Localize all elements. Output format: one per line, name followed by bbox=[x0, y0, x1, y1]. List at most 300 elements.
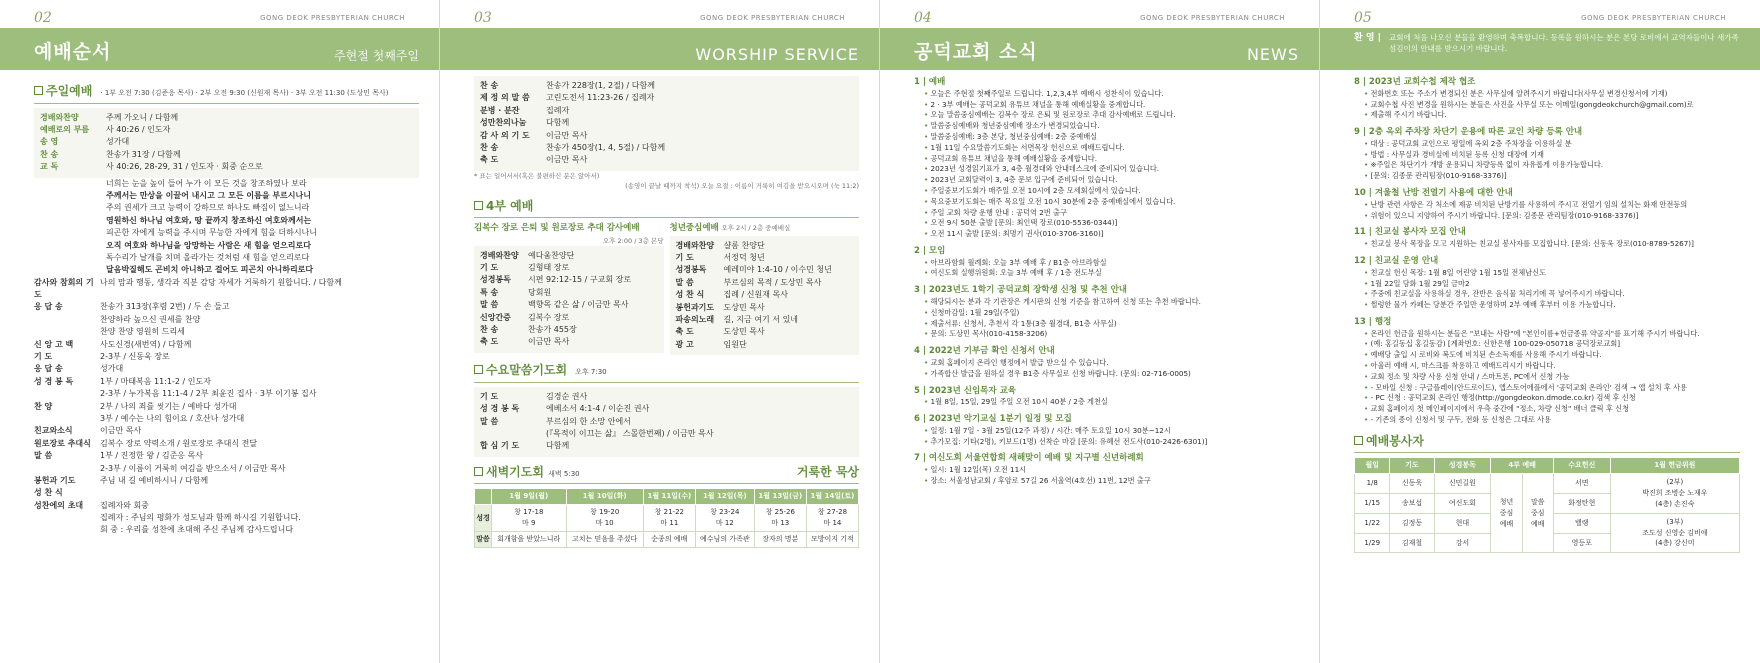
order-label bbox=[34, 463, 100, 475]
order-value: 집례자 bbox=[546, 105, 570, 115]
order-value: 주께 가오니 / 다함께 bbox=[106, 112, 179, 122]
order-row bbox=[480, 440, 853, 452]
order-label: 성 찬 식 bbox=[34, 488, 63, 498]
order-value: (『목적이 이끄는 삶』 스몰한번째) / 이금만 목사 bbox=[546, 428, 714, 438]
order-row bbox=[676, 314, 854, 326]
order-label: 기 도 bbox=[675, 253, 694, 263]
order-value: 서정덕 청년 bbox=[723, 253, 765, 263]
order-row bbox=[480, 250, 658, 262]
order-label: 찬 송 bbox=[480, 325, 499, 335]
news-item bbox=[914, 76, 1299, 240]
news-item bbox=[914, 345, 1299, 379]
dawn-bible-cell: 창 21-22 마 11 bbox=[643, 505, 695, 532]
order-row bbox=[480, 336, 658, 348]
service-order-list bbox=[34, 108, 419, 178]
news-title: 7 | 여신도회 서울연합회 새해맞이 예배 및 지구별 신년하례회 bbox=[914, 453, 1144, 464]
order-value: 다함께 bbox=[546, 118, 570, 128]
order-value: 찬송가 228장(1, 2절) / 다함께 bbox=[546, 81, 655, 90]
news-line: • 말씀중심예배와 청년중심예배 장소가 변경되었습니다. bbox=[914, 121, 1299, 132]
news-line: • (예: 홍길동십 홍길동감) [계좌번호: 신한은행 100-029-050718 공덕장로교회] bbox=[1354, 339, 1740, 350]
dawn-bible-cell: 창 23-24 마 12 bbox=[695, 505, 754, 532]
news-line: • 여신도회 실행위원회: 오늘 3부 예배 후 / 1층 전도부실 bbox=[914, 268, 1299, 279]
order-value: 성가대 bbox=[106, 137, 130, 147]
order-value: 1부 / 마태복음 11:1-2 / 인도자 bbox=[100, 376, 211, 386]
order-value: 김복수 장로 bbox=[528, 312, 570, 322]
dawn-bible-cell: 창 19-20 마 10 bbox=[566, 505, 643, 532]
order-row bbox=[676, 240, 854, 252]
news-line: • 교회 홈페이지 첫 메인페이지에서 우측 중간에 "정소, 차량 신청" 배너 클릭 후 신청 bbox=[1354, 404, 1740, 415]
page-05 bbox=[1320, 0, 1760, 663]
order-label: 말 씀 bbox=[34, 451, 53, 461]
verse-of-day: (송영이 끝날 때까지 착석) 오늘 요절 : 이름이 거룩히 여김을 받으시오며 (눅 11:2) bbox=[625, 181, 859, 190]
order-label: 응 답 송 bbox=[34, 364, 63, 374]
servers-table bbox=[1354, 457, 1740, 553]
order-row bbox=[34, 388, 419, 400]
order-label: 신 앙 고 백 bbox=[34, 339, 74, 349]
servers-offering-cell: (2부) 박진희 조병순 노재우 (4층) 손진숙 bbox=[1610, 474, 1739, 514]
order-row bbox=[34, 438, 419, 450]
order-value: 찬송가 450장(1, 4, 5절) / 다함께 bbox=[546, 142, 666, 152]
order-label: 예배로의 부름 bbox=[40, 124, 90, 134]
dawn-prayer-table: 1월 9일(월) 1월 10일(화) 1월 11일(수) 1월 12일(목) 1월 13일(금) 1월 14일(토) 성경 창 17-18 마 9 창 19-20 마 10 창 21-22 마 11 창 23-24 마 12 창 25-26 마 13 창 27-28 마 14 말씀 회개함을 받았느니라 고치는 믿음을 주셨다 순종의 예배 예수님의 가족관 장자의 명분 모방이지 기적 bbox=[474, 488, 859, 547]
order-value: 길, 지금 여기 서 있네 bbox=[723, 314, 799, 324]
news-line: • ※주일은 차단기가 개방 운용되니 차량등록 없이 자유롭게 이용가능합니다. bbox=[1354, 160, 1740, 171]
order-label bbox=[34, 524, 100, 536]
reading-line: 달음박질해도 곤비치 아니하고 걸어도 피곤치 아니하리로다 bbox=[106, 265, 314, 275]
order-value: 김경순 권사 bbox=[546, 391, 588, 401]
order-label: 찬 송 bbox=[480, 142, 499, 152]
section-header-dawn-prayer: 새벽기도회 새벽 5:30 거룩한 묵상 bbox=[474, 463, 859, 485]
order-label bbox=[34, 413, 100, 425]
order-value: 김복수 장로 약력소개 / 원로장로 추대식 전달 bbox=[100, 438, 258, 448]
order-label: 감사와 참회의 기도 bbox=[34, 277, 94, 300]
order-value: 사도신경(새번역) / 다함께 bbox=[100, 339, 192, 349]
order-row bbox=[34, 339, 419, 351]
servers-header: 월일 bbox=[1355, 458, 1390, 474]
order-row bbox=[480, 142, 853, 154]
order-value: 나의 맘과 행동, 생각과 직분 감당 자세가 거룩하기 원합니다. / 다함께 bbox=[100, 277, 342, 287]
news-line: • 오늘 말씀중심예배는 김복수 장로 은퇴 및 원로장로 추대 감사예배로 드립니다. bbox=[914, 110, 1299, 121]
dawn-message-cell: 회개함을 받았느니라 bbox=[491, 531, 566, 547]
news-title: 12 | 친교실 운영 안내 bbox=[1354, 255, 1439, 266]
dawn-day-header: 1월 13일(금) bbox=[754, 489, 806, 505]
servers-header: 수요헌신 bbox=[1553, 458, 1610, 474]
order-label: 축 도 bbox=[480, 155, 499, 165]
order-row bbox=[40, 124, 413, 136]
order-label: 성경봉독 bbox=[480, 275, 511, 285]
news-line: • 위험이 있으니 지양하여 주시기 바랍니다. [문의: 김종문 관리팀장(010-9168-3376)] bbox=[1354, 211, 1740, 222]
order-label: 합 심 기 도 bbox=[480, 441, 520, 451]
news-item bbox=[1354, 316, 1740, 426]
news-line: • 문의: 도상민 목사(010-4158-3206) bbox=[914, 329, 1299, 340]
order-row bbox=[480, 80, 853, 92]
order-value: 1부 / 진정한 왕 / 김준응 목사 bbox=[100, 451, 204, 461]
page-number: 03 bbox=[474, 10, 492, 26]
order-value: 집례자 : 주님의 평화가 성도님과 함께 하시길 기원합니다. bbox=[100, 513, 301, 523]
order-row bbox=[480, 274, 658, 286]
page-title-english: NEWS bbox=[1246, 45, 1299, 64]
reading-line: 주의 권세가 크고 능력이 강하므로 하나도 빠짐이 없느니라 bbox=[106, 203, 310, 213]
order-label: 축 도 bbox=[675, 327, 694, 337]
news-line: • 대상 : 공덕교회 교인으로 평일에 옥외 2층 주차장을 이용하실 분 bbox=[1354, 139, 1740, 150]
dawn-message-cell: 고치는 믿음을 주셨다 bbox=[566, 531, 643, 547]
news-line: • 목요중보기도회는 매주 목요일 오전 10시 30분에 2층 중예배실에서 있습니다. bbox=[914, 197, 1299, 208]
news-item bbox=[914, 284, 1299, 340]
servers-cell: 신동욱 bbox=[1390, 474, 1434, 494]
order-label: 성 찬 식 bbox=[675, 290, 705, 300]
order-label: 교 독 bbox=[40, 162, 59, 172]
news-line: • 1월 8일, 15일, 29일 주일 오전 10시 40분 / 2층 게천실 bbox=[914, 397, 1299, 408]
page-subtitle: 주현절 첫째주일 bbox=[334, 49, 419, 63]
servers-cell: 서면 bbox=[1553, 474, 1610, 494]
news-item bbox=[914, 385, 1299, 409]
dawn-day-header: 1월 14일(토) bbox=[806, 489, 858, 505]
order-label: 신앙간증 bbox=[480, 312, 511, 322]
page-03 bbox=[440, 0, 880, 663]
dawn-bible-cell: 창 17-18 마 9 bbox=[491, 505, 566, 532]
reading-line: 너희는 눈을 높이 들어 누가 이 모든 것을 창조하였나 보라 bbox=[106, 178, 307, 188]
servers-cell: 밸랭 bbox=[1553, 513, 1610, 533]
news-item bbox=[1354, 255, 1740, 311]
order-value: 도상민 목사 bbox=[723, 302, 765, 312]
news-line: • 일정: 1월 7일 - 3월 25일(12주 과정) / 시간: 매주 토요일 10시 30분~12시 bbox=[914, 426, 1299, 437]
order-row bbox=[480, 154, 853, 166]
reading-line: 주께서는 만상을 이끌어 내시고 그 모든 이름을 부르시나니 bbox=[106, 190, 311, 200]
order-value: 샬롬 찬양단 bbox=[723, 240, 765, 250]
order-value bbox=[100, 487, 419, 499]
news-line: • 말씀중심예배: 3층 본당, 청년중심예배: 2층 중예배실 bbox=[914, 132, 1299, 143]
order-value: 찬송가 455장 bbox=[528, 325, 577, 335]
section-header-servers: 예배봉사자 bbox=[1354, 432, 1740, 454]
order-row bbox=[34, 413, 419, 425]
checkbox-square-icon bbox=[474, 467, 483, 476]
news-title: 3 | 2023년도 1학기 공덕교회 장학생 신청 및 추천 안내 bbox=[914, 285, 1128, 296]
news-line: • - 기존의 종이 신청서 및 구두, 전화 등 신청은 그대로 사용 bbox=[1354, 415, 1740, 426]
dawn-day-header: 1월 10일(화) bbox=[566, 489, 643, 505]
order-label: 광 고 bbox=[675, 339, 694, 349]
page-banner bbox=[440, 28, 879, 70]
news-line: • 주일중보기도회가 매주일 오전 10시에 2층 모세회실에서 있습니다. bbox=[914, 186, 1299, 197]
order-label: 경배와찬양 bbox=[675, 240, 715, 250]
servers-header: 성경봉독 bbox=[1434, 458, 1491, 474]
order-label: 경배와찬양 bbox=[480, 250, 519, 260]
news-line: • 교회 정소 및 차량 사용 신청 안내 / 스마트폰, PC에서 신청 가능 bbox=[1354, 372, 1740, 383]
order-value: 성가대 bbox=[100, 364, 124, 374]
checkbox-square-icon bbox=[1354, 436, 1363, 445]
order-label bbox=[34, 512, 100, 524]
order-value: 도상민 목사 bbox=[723, 327, 765, 337]
order-label: 성만찬의나눔 bbox=[480, 118, 527, 128]
order-label: 봉헌과 기도 bbox=[34, 475, 76, 485]
news-line: • 주일 교회 차량 운행 안내 : 공덕역 2번 출구 bbox=[914, 208, 1299, 219]
servers-4th-service-cell: 말씀 중심 예배 bbox=[1522, 474, 1553, 553]
dawn-bible-cell: 창 27-28 마 14 bbox=[806, 505, 858, 532]
news-title: 2 | 모임 bbox=[914, 245, 946, 256]
order-value: 예다움찬양단 bbox=[528, 250, 575, 260]
servers-header: 기도 bbox=[1390, 458, 1434, 474]
news-line: • 전화번호 또는 주소가 변경되신 분은 사무실에 알려주시기 바랍니다(사무실 변경신청서에 기재) bbox=[1354, 89, 1740, 100]
order-row bbox=[676, 264, 854, 276]
news-item bbox=[1354, 187, 1740, 221]
order-row bbox=[34, 326, 419, 338]
order-value: 다함께 bbox=[546, 441, 570, 451]
order-row bbox=[480, 299, 658, 311]
news-line: • 교회수첩 사진 변경을 원하시는 분들은 사진을 사무실 또는 이메일(gongdeokchurch@gmail.com)로 bbox=[1354, 100, 1740, 111]
church-name: GONG DEOK PRESBYTERIAN CHURCH bbox=[1581, 14, 1726, 22]
news-line: • 예배당 출입 시 로비와 복도에 비치된 손소독제를 사용해 주시기 바랍니다. bbox=[1354, 350, 1740, 361]
order-row bbox=[676, 277, 854, 289]
page-04 bbox=[880, 0, 1320, 663]
news-line: • 아울러 예배 시, 마스크를 착용하고 예배드리시기 바랍니다. bbox=[1354, 361, 1740, 372]
standing-note: * 표는 일어서서(혹은 불편하신 분은 앉아서) bbox=[474, 171, 600, 180]
page-title: 공덕교회 소식 bbox=[914, 41, 1038, 63]
news-line: • 친교실 봉사 목장을 모고 지원하는 친교실 봉사자를 모집합니다. [문의: 신동욱 장로(010-8789-5267)] bbox=[1354, 239, 1740, 250]
order-label: 말 씀 bbox=[480, 416, 499, 426]
order-row bbox=[40, 112, 413, 124]
retirement-service-order bbox=[474, 246, 664, 353]
order-row bbox=[480, 287, 658, 299]
order-value: 사 40:26 / 인도자 bbox=[106, 124, 171, 134]
news-line: • 온라인 헌금을 원하시는 분들은 "보내는 사람"에 "본인이름+헌금종류 약골지"를 표기해 주시기 바랍니다. bbox=[1354, 329, 1740, 340]
order-row bbox=[34, 351, 419, 363]
order-row bbox=[34, 524, 419, 536]
news-item bbox=[1354, 126, 1740, 182]
order-row bbox=[480, 92, 853, 104]
order-label: 송 영 bbox=[40, 137, 59, 147]
servers-cell: 송보섭 bbox=[1390, 494, 1434, 514]
order-value: 부르심의 한 소망 안에서 bbox=[546, 416, 631, 426]
order-row bbox=[40, 149, 413, 161]
news-line: • 아브라함회 월례회: 오늘 3부 예배 후 / B1층 아브라함실 bbox=[914, 258, 1299, 269]
responsive-reading bbox=[34, 178, 419, 277]
news-item bbox=[1354, 76, 1740, 121]
news-list-continued bbox=[1320, 70, 1760, 426]
order-row bbox=[480, 312, 658, 324]
order-row bbox=[676, 302, 854, 314]
order-label: 응 답 송 bbox=[34, 302, 63, 312]
page-number: 02 bbox=[34, 10, 52, 26]
dawn-message-cell: 장자의 명분 bbox=[754, 531, 806, 547]
order-row bbox=[480, 416, 853, 428]
news-line: • 2023년 성경읽기표가 3, 4층 월경대와 안내데스크에 준비되어 있습니다. bbox=[914, 164, 1299, 175]
order-row bbox=[34, 277, 419, 302]
order-value: 2-3부 / 신동욱 장로 bbox=[100, 352, 170, 362]
news-line: • 1월 11일 수요말씀기도회는 서면목장 헌신으로 예배드립니다. bbox=[914, 143, 1299, 154]
order-label: 파송의노래 bbox=[675, 314, 715, 324]
order-value: 이금만 목사 bbox=[528, 337, 570, 347]
order-label: 기 도 bbox=[480, 263, 499, 273]
order-label: 분병 · 분잔 bbox=[480, 105, 520, 115]
order-row bbox=[480, 262, 658, 274]
servers-cell: 1/15 bbox=[1355, 494, 1390, 514]
servers-cell: 화정탄현 bbox=[1553, 494, 1610, 514]
news-item bbox=[914, 452, 1299, 486]
order-value: 찬양 찬양 영원히 드리세 bbox=[100, 327, 185, 337]
reading-line: 피곤한 자에게 능력을 주시며 무능한 자에게 힘을 더하시나니 bbox=[106, 228, 317, 238]
order-value: 집례 / 신원재 목사 bbox=[723, 290, 788, 300]
order-value: 이금만 목사 bbox=[546, 155, 588, 165]
order-label: 특 송 bbox=[480, 287, 499, 297]
order-label bbox=[480, 428, 546, 440]
servers-cell: 김정동 bbox=[1390, 513, 1434, 533]
order-value: 임원단 bbox=[723, 339, 747, 349]
order-label: 성경봉독 bbox=[675, 265, 707, 275]
order-label: 말 씀 bbox=[480, 300, 499, 310]
page-number: 04 bbox=[914, 10, 932, 26]
servers-cell: 1/29 bbox=[1355, 533, 1390, 553]
news-title: 9 | 2층 옥외 주차장 차단기 운용에 따른 교인 차량 등록 안내 bbox=[1354, 127, 1583, 138]
youth-service-title: 청년중심예배 bbox=[669, 223, 719, 234]
order-value: 2-3부 / 누가복음 11:1-4 / 2부 최윤진 집사 · 3부 이기봉 집사 bbox=[100, 389, 317, 399]
wednesday-order bbox=[474, 387, 859, 457]
order-label: 찬 양 bbox=[34, 401, 53, 411]
order-value: 주님 내 길 예비하시니 / 다함께 bbox=[100, 475, 209, 485]
reading-line: 영원하신 하나님 여호와, 땅 끝까지 창조하신 여호와께서는 bbox=[106, 215, 312, 225]
news-line: • 썰렁한 물가 카페는 당분간 주일만 운영하며 2부 예배 후부터 이용 가능합니다. bbox=[1354, 300, 1740, 311]
order-row bbox=[676, 339, 854, 351]
order-row bbox=[34, 500, 419, 512]
welcome-text: 교회에 처음 나오신 분들을 환영하며 축복합니다. 등록을 원하시는 분은 본당 로비에서 교역자들이나 새가족 섬김이의 안내를 받으시기 바랍니다. bbox=[1388, 33, 1739, 54]
servers-cell: 여신도회 bbox=[1434, 494, 1491, 514]
order-label: 기 도 bbox=[34, 352, 53, 362]
order-value: 사 40:26, 28-29, 31 / 인도자 · 회중 순으로 bbox=[106, 162, 263, 172]
order-row bbox=[480, 324, 658, 336]
order-row bbox=[480, 117, 853, 129]
service-order-list-continued bbox=[34, 277, 419, 537]
order-value: 2부 / 나의 죄를 씻기는 / 예바다 성가대 bbox=[100, 401, 237, 411]
servers-4th-service-cell: 청년 중심 예배 bbox=[1491, 474, 1522, 553]
news-line: • 친교실 헌신 목장: 1월 8일 어린양 1월 15일 전체남신도 bbox=[1354, 268, 1740, 279]
news-line: • 장소: 서울성남교회 / 후암로 57길 26 서울역(4호선) 11번, 12번 출구 bbox=[914, 476, 1299, 487]
servers-cell: 신민길원 bbox=[1434, 474, 1491, 494]
retirement-service-title: 김복수 장로 은퇴 및 원로장로 추대 감사예배 bbox=[474, 223, 640, 234]
order-row bbox=[34, 314, 419, 326]
news-line: • 1월 22일 담화 1월 29일 금마2 bbox=[1354, 279, 1740, 290]
order-value: 집례자와 회중 bbox=[100, 500, 149, 510]
order-row bbox=[480, 105, 853, 117]
news-line: • [문의: 김종문 관리팀장(010-9168-3376)] bbox=[1354, 171, 1740, 182]
news-title: 4 | 2022년 기부금 확인 신청서 안내 bbox=[914, 346, 1055, 357]
order-row bbox=[34, 512, 419, 524]
order-value: 예레미야 1:4-10 / 이수민 청년 bbox=[723, 265, 832, 275]
order-row bbox=[676, 252, 854, 264]
servers-header: 1월 헌금위원 bbox=[1610, 458, 1739, 474]
order-label bbox=[34, 314, 100, 326]
order-row bbox=[34, 425, 419, 437]
order-value: 찬송가 31장 / 다함께 bbox=[106, 149, 181, 159]
news-line: • 제출해 주시기 바랍니다. bbox=[1354, 110, 1740, 121]
news-line: • 2023년 교회달력이 3, 4층 문보 입구에 준비되어 있습니다. bbox=[914, 175, 1299, 186]
order-value: 에베소서 4:1-4 / 이순진 권사 bbox=[546, 404, 650, 414]
servers-row bbox=[1355, 474, 1740, 494]
news-title: 10 | 겨울철 난방 전열기 사용에 대한 안내 bbox=[1354, 188, 1513, 199]
page-banner bbox=[880, 28, 1319, 70]
order-value: 찬양하라 높으신 권세를 찬양 bbox=[100, 314, 201, 324]
order-value: 이금만 목사 bbox=[546, 130, 588, 140]
page-number: 05 bbox=[1354, 10, 1372, 26]
news-title: 13 | 행정 bbox=[1354, 316, 1392, 327]
order-label: 성찬에의 초대 bbox=[34, 500, 84, 510]
news-line: • 주중에 친교실을 사용하실 경우, 잔반은 음식물 처리기에 꼭 넣어주시기 바랍니다. bbox=[1354, 289, 1740, 300]
news-item bbox=[914, 245, 1299, 279]
news-line: • 가족합산 발급을 원하실 경우 B1층 사무실로 신청 바랍니다. (문의: 02-716-0005) bbox=[914, 369, 1299, 380]
page-title: 예배순서 bbox=[34, 41, 112, 63]
dawn-message-cell: 모방이지 기적 bbox=[806, 531, 858, 547]
news-line: • 신청마감일: 1월 29일(주일) bbox=[914, 308, 1299, 319]
servers-cell: 영등포 bbox=[1553, 533, 1610, 553]
news-title: 1 | 예배 bbox=[914, 77, 946, 87]
order-row bbox=[34, 487, 419, 499]
order-row bbox=[34, 301, 419, 313]
order-label: 감 사 의 기 도 bbox=[480, 130, 530, 140]
order-value: 백향목 같은 삶 / 이금만 목사 bbox=[528, 300, 629, 310]
page-02 bbox=[0, 0, 440, 663]
checkbox-square-icon bbox=[34, 86, 43, 95]
order-label: 성 경 봉 독 bbox=[480, 404, 520, 414]
order-row bbox=[480, 403, 853, 415]
order-value: 3부 / 예수는 나의 힘이요 / 호산나 성가대 bbox=[100, 413, 245, 423]
news-line: • 오늘은 주현절 첫째주일로 드립니다. 1,2,3,4부 예배시 성찬식이 있습니다. bbox=[914, 89, 1299, 100]
news-line: • - PC 신청 : 공덕교회 온라인 행정(http://gongdeokon.dmode.co.kr) 검색 후 신청 bbox=[1354, 393, 1740, 404]
section-header-wednesday: 수요말씀기도회 오후 7:30 bbox=[474, 361, 859, 383]
order-label: 기 도 bbox=[480, 391, 499, 401]
page-banner bbox=[0, 28, 439, 70]
dawn-day-header: 1월 9일(월) bbox=[491, 489, 566, 505]
reading-line: 오직 여호와 하나님을 앙망하는 사람은 새 힘을 얻으리로다 bbox=[106, 240, 311, 250]
church-name: GONG DEOK PRESBYTERIAN CHURCH bbox=[260, 14, 405, 22]
order-label bbox=[34, 326, 100, 338]
news-line: • 오전 11시 출발 [문의: 최명기 권사(010-3706-3160)] bbox=[914, 229, 1299, 240]
news-line: • 해당되시는 분과 각 기관장은 게시판의 신청 기준을 참고하여 신청 또는 추천 바랍니다. bbox=[914, 297, 1299, 308]
order-row bbox=[40, 161, 413, 173]
dawn-meditation-title: 거룩한 묵상 bbox=[796, 464, 859, 479]
servers-header: 4부 예배 bbox=[1491, 458, 1554, 474]
order-row bbox=[34, 363, 419, 375]
dawn-message-cell: 순종의 예배 bbox=[643, 531, 695, 547]
welcome-banner bbox=[1320, 28, 1760, 70]
order-label: 봉헌과기도 bbox=[675, 302, 715, 312]
order-value: 부르심의 목적 / 도상민 목사 bbox=[723, 277, 822, 287]
order-row bbox=[480, 428, 853, 440]
order-label: 제 정 의 말 씀 bbox=[480, 93, 530, 103]
news-line: • 2 · 3부 예배는 공덕교회 유튜브 채널을 통해 예배실황을 중계합니다. bbox=[914, 100, 1299, 111]
servers-cell: 1/22 bbox=[1355, 513, 1390, 533]
checkbox-square-icon bbox=[474, 201, 483, 210]
servers-cell: 김재철 bbox=[1390, 533, 1434, 553]
order-value: 회 중 : 우리를 성찬에 초대해 주신 주님께 감사드립니다 bbox=[100, 525, 294, 535]
church-name: GONG DEOK PRESBYTERIAN CHURCH bbox=[1140, 14, 1285, 22]
news-title: 5 | 2023년 신임목자 교육 bbox=[914, 385, 1016, 396]
news-item bbox=[1354, 226, 1740, 250]
order-label bbox=[34, 388, 100, 400]
news-line: • 제출서류: 신청서, 추천서 각 1통(3층 월경대, B1층 사무실) bbox=[914, 319, 1299, 330]
order-label: 찬 송 bbox=[40, 149, 59, 159]
service-times: · 1부 오전 7:30 (김준응 목사) · 2부 오전 9:30 (신원재 목사) · 3부 오전 11:30 (도상민 목사) bbox=[100, 89, 389, 97]
order-value: 시편 92:12-15 / 구교회 장로 bbox=[528, 275, 632, 285]
order-value: 당회원 bbox=[528, 287, 552, 297]
dawn-day-header: 1월 12일(목) bbox=[695, 489, 754, 505]
order-row bbox=[34, 401, 419, 413]
news-title: 8 | 2023년 교회수첩 제작 협조 bbox=[1354, 77, 1476, 87]
order-row bbox=[34, 475, 419, 487]
order-row bbox=[676, 289, 854, 301]
news-line: • 방법 : 사무실과 경비실에 비치된 등록 신청 대장에 기재 bbox=[1354, 150, 1740, 161]
dawn-day-header: 1월 11일(수) bbox=[643, 489, 695, 505]
section-header-sunday-service: 주일예배 · 1부 오전 7:30 (김준응 목사) · 2부 오전 9:30 (신원재 목사) · 3부 오전 11:30 (도상민 목사) bbox=[34, 82, 419, 104]
news-line: • 난방 관련 사항은 각 처소에 제공 비치된 난방기를 사용하여 주시고 전열기 임의 설치는 화재 안전등의 bbox=[1354, 200, 1740, 211]
news-line: • 오전 9시 50분 출발 [문의: 최인택 장로(010-5536-0344)] bbox=[914, 218, 1299, 229]
news-list bbox=[880, 70, 1319, 487]
